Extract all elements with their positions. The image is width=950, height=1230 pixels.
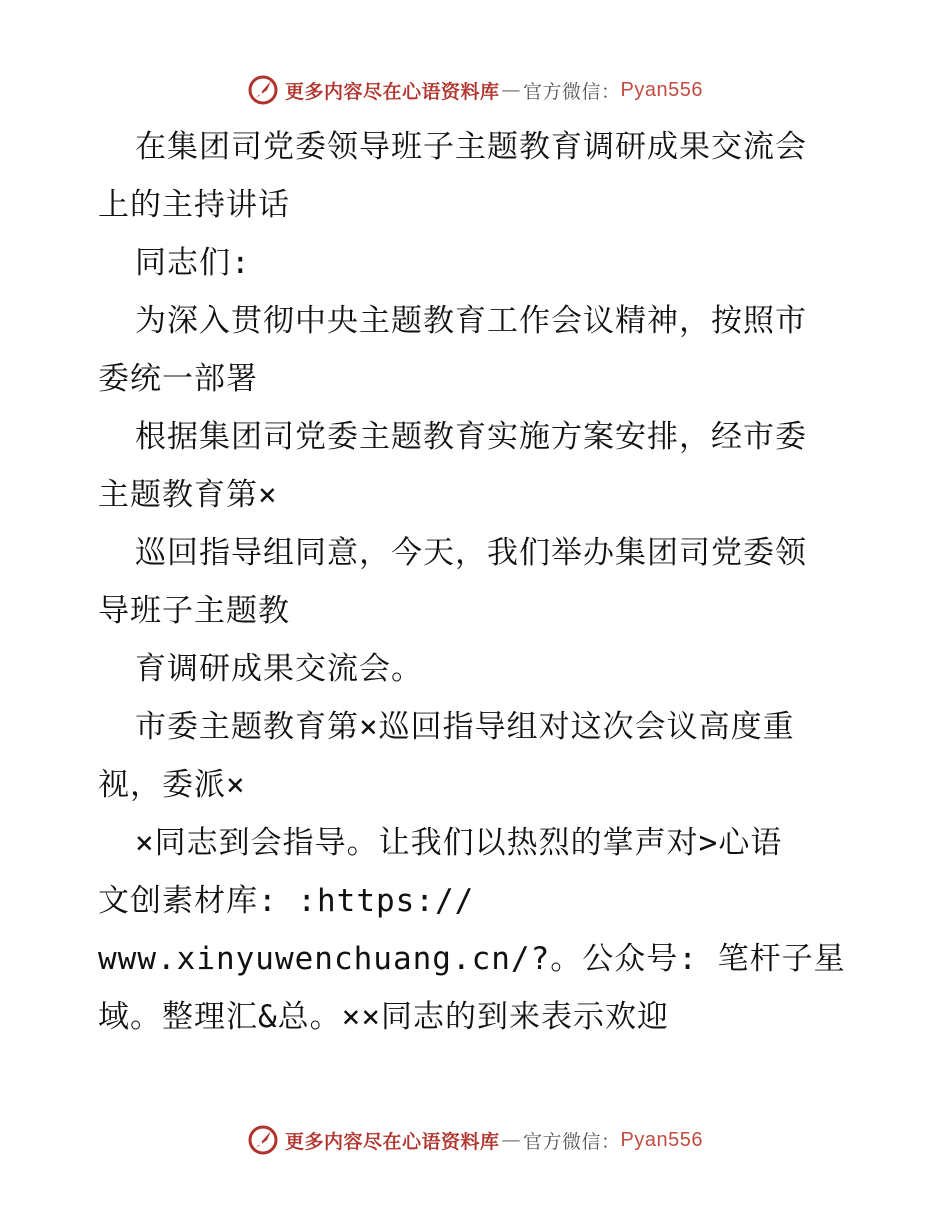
banner-brand: 更多内容尽在心语资料库 [285, 80, 500, 103]
banner-brand: 更多内容尽在心语资料库 [285, 1130, 500, 1153]
text-line: 在集团司党委领导班子主题教育调研成果交流会 [135, 129, 807, 165]
text-line: 为深入贯彻中央主题教育工作会议精神，按照市 [135, 303, 807, 339]
text-line: ×同志到会指导。让我们以热烈的掌声对>心语 [135, 825, 783, 861]
quill-logo-icon [247, 1124, 279, 1156]
text-line: 根据集团司党委主题教育实施方案安排，经市委 [135, 419, 807, 455]
text-line: 市委主题教育第×巡回指导组对这次会议高度重 [135, 709, 795, 745]
text-line: 育调研成果交流会。 [135, 651, 423, 687]
text-line: 委统一部署 [98, 361, 258, 397]
footer-banner [0, 1120, 950, 1160]
banner-text [285, 1127, 703, 1154]
banner-wechat-label: 官方微信： [523, 80, 621, 103]
document-body [98, 118, 858, 1046]
text-line: www.xinyuwenchuang.cn/?。公众号: 笔杆子星 [98, 941, 846, 977]
banner-dash: — [501, 79, 522, 101]
text-line: 主题教育第× [98, 477, 278, 513]
banner-text [285, 77, 703, 104]
text-line: 上的主持讲话 [98, 187, 290, 223]
text-line: 域。整理汇&总。××同志的到来表示欢迎 [98, 999, 669, 1035]
text-line: 同志们: [135, 245, 251, 281]
banner-wechat-label: 官方微信： [523, 1130, 621, 1153]
text-line: 文创素材库: :https:// [98, 883, 475, 919]
banner-wechat-id: Pyan556 [620, 78, 703, 101]
quill-logo-icon [247, 74, 279, 106]
text-line: 导班子主题教 [98, 593, 290, 629]
text-line: 巡回指导组同意，今天，我们举办集团司党委领 [135, 535, 807, 571]
banner-wechat-id: Pyan556 [620, 1128, 703, 1151]
header-banner [0, 70, 950, 110]
text-line: 视，委派× [98, 767, 246, 803]
banner-dash: — [501, 1129, 522, 1151]
